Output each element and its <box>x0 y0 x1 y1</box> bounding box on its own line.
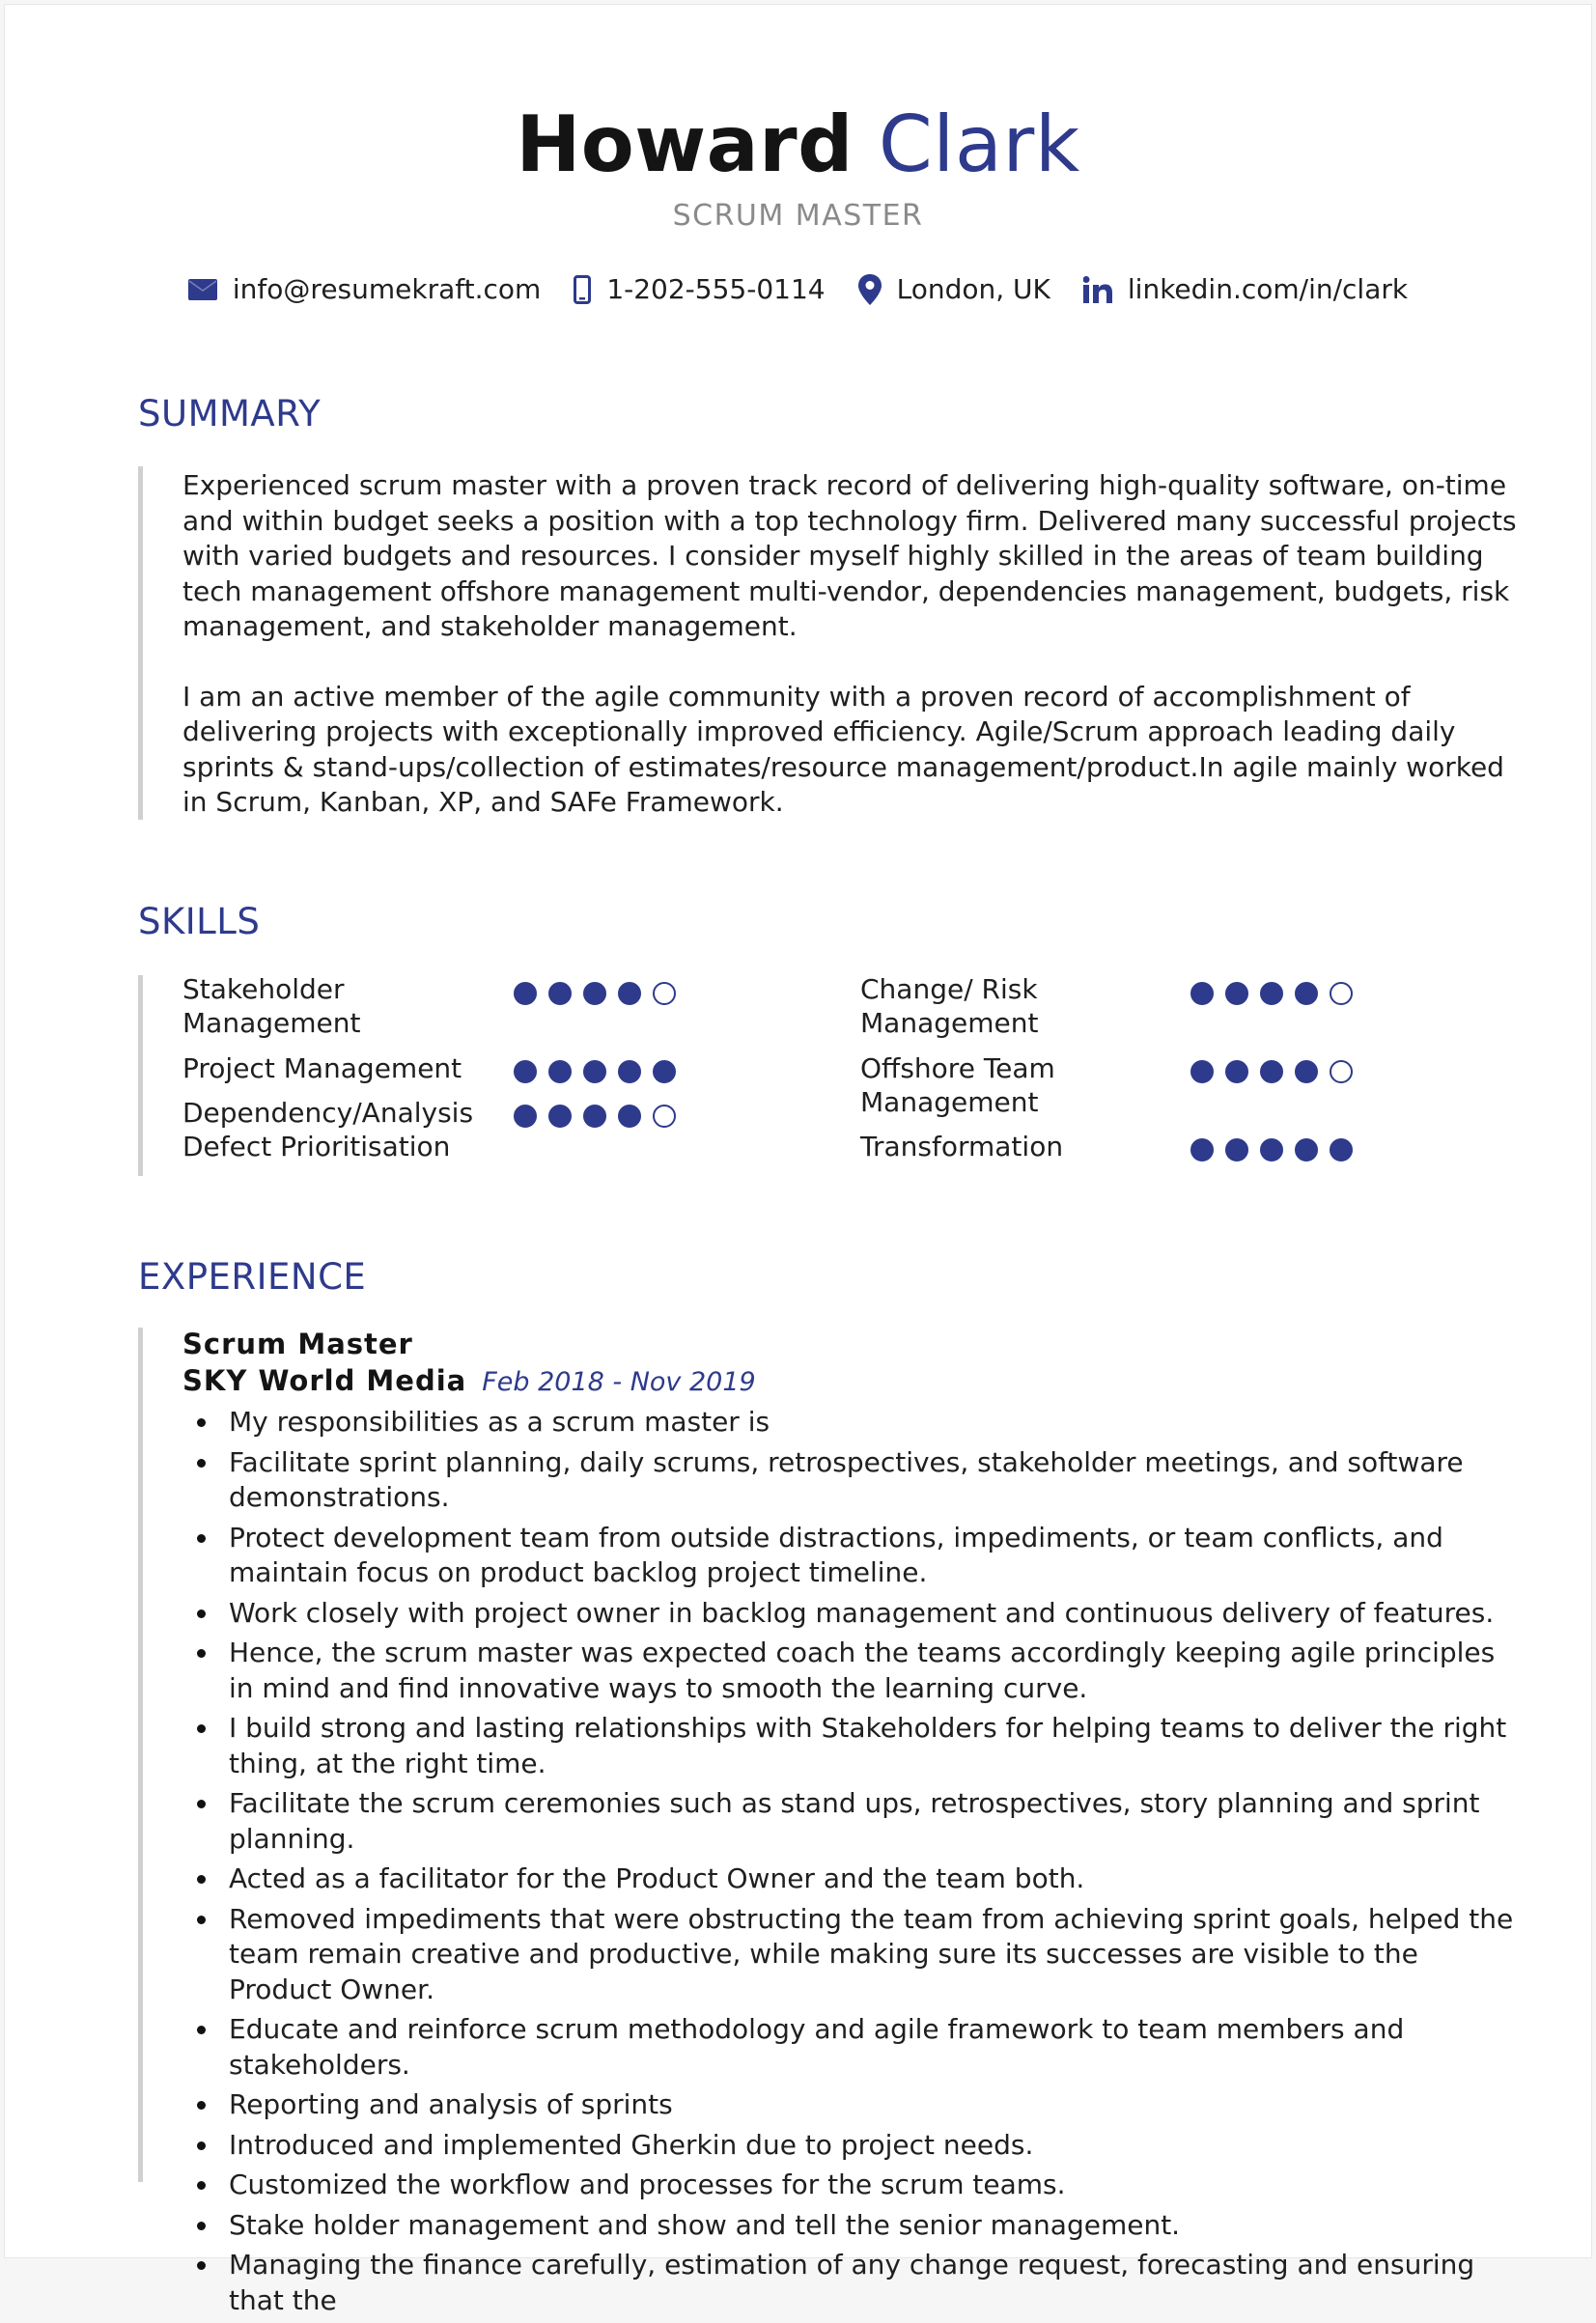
responsibility-list <box>182 1405 1525 2318</box>
responsibility-item: I build strong and lasting relationships with Stakeholders for helping teams to deliver the right thing, at the right time. <box>182 1711 1525 1781</box>
responsibility-item: My responsibilities as a scrum master is <box>182 1405 1525 1441</box>
responsibility-item: Customized the workflow and processes for the scrum teams. <box>182 2168 1525 2203</box>
skill-name: Stakeholder Management <box>182 973 361 1039</box>
rating-dot-filled <box>514 1105 537 1128</box>
responsibility-item: Reporting and analysis of sprints <box>182 2087 1525 2123</box>
rating-dot-filled <box>583 1105 606 1128</box>
contact-email[interactable] <box>188 273 541 305</box>
experience-heading: EXPERIENCE <box>138 1256 367 1298</box>
rating-dot-filled <box>1295 1138 1318 1162</box>
skill-name: Offshore Team Management <box>860 1052 1055 1118</box>
rating-dot-filled <box>618 1060 641 1083</box>
skill-rating <box>514 1060 676 1083</box>
candidate-name <box>5 97 1591 193</box>
responsibility-item: Protect development team from outside distractions, impediments, or team conflicts, and maintain focus on product backlog project timeline. <box>182 1521 1525 1591</box>
experience-rule <box>138 1328 143 2182</box>
rating-dot-filled <box>1260 1138 1283 1162</box>
rating-dot-filled <box>1190 1138 1214 1162</box>
job-dates: Feb 2018 - Nov 2019 <box>482 1367 756 1397</box>
skill-name: Transformation <box>860 1131 1064 1162</box>
summary-rule <box>138 466 143 820</box>
rating-dot-filled <box>583 982 606 1005</box>
company-name: SKY World Media <box>182 1364 467 1397</box>
rating-dot-filled <box>1330 1138 1353 1162</box>
map-pin-icon <box>858 274 882 305</box>
summary-paragraph: I am an active member of the agile community with a proven record of accomplishment of delivering projects with exceptionally improved efficiency. Agile/Scrum approach leading daily sprints & stand-ups/collection of estimates/resource management/product.In agile mainly worked in Scrum, Kanban, XP, and SAFe Framework. <box>182 680 1504 818</box>
rating-dot-filled <box>583 1060 606 1083</box>
summary-paragraph: Experienced scrum master with a proven track record of delivering high-quality software, on-time and within budget seeks a position with a top technology firm. Delivered many successful projects with varied budgets and resources. I consider myself highly skilled in the areas of team building tech management offshore management multi-vendor, dependencies management, budgets, risk management, and stakeholder management. <box>182 469 1517 642</box>
rating-dot-filled <box>1295 1060 1318 1083</box>
rating-dot-filled <box>548 1105 572 1128</box>
skill-name: Project Management <box>182 1052 462 1084</box>
rating-dot-filled <box>1295 982 1318 1005</box>
rating-dot-filled <box>548 1060 572 1083</box>
contact-phone[interactable] <box>574 273 825 305</box>
job-position: Scrum Master <box>182 1328 413 1360</box>
skill-rating <box>514 982 676 1005</box>
skill-rating <box>514 1105 676 1128</box>
rating-dot-filled <box>1225 1060 1248 1083</box>
rating-dot-filled <box>1260 1060 1283 1083</box>
first-name: Howard <box>516 99 854 189</box>
rating-dot-filled <box>514 982 537 1005</box>
responsibility-item: Introduced and implemented Gherkin due to project needs. <box>182 2128 1525 2164</box>
contact-bar <box>5 273 1591 305</box>
responsibility-item: Hence, the scrum master was expected coach the teams accordingly keeping agile principles in mind and find innovative ways to smooth the learning curve. <box>182 1636 1525 1706</box>
mobile-phone-icon <box>574 275 591 304</box>
rating-dot-filled <box>548 982 572 1005</box>
rating-dot-filled <box>1260 982 1283 1005</box>
linkedin-text: linkedin.com/in/clark <box>1127 273 1409 305</box>
rating-dot-filled <box>1225 1138 1248 1162</box>
skill-name: Change/ Risk Management <box>860 973 1039 1039</box>
skill-rating <box>1190 1138 1353 1162</box>
responsibility-item: Stake holder management and show and tell the senior management. <box>182 2208 1525 2244</box>
responsibility-item: Facilitate the scrum ceremonies such as stand ups, retrospectives, story planning and sprint planning. <box>182 1786 1525 1857</box>
responsibility-item: Work closely with project owner in backlog management and continuous delivery of features. <box>182 1596 1525 1632</box>
last-name: Clark <box>878 99 1080 189</box>
skills-rule <box>138 975 143 1176</box>
rating-dot-filled <box>1225 982 1248 1005</box>
responsibility-item: Acted as a facilitator for the Product Owner and the team both. <box>182 1861 1525 1897</box>
summary-heading: SUMMARY <box>138 393 322 434</box>
rating-dot-filled <box>1190 1060 1214 1083</box>
responsibility-item: Removed impediments that were obstructing the team from achieving sprint goals, helped the team remain creative and productive, while making sure its successes are visible to the Product Owner. <box>182 1902 1525 2008</box>
responsibility-item: Educate and reinforce scrum methodology and agile framework to team members and stakeholders. <box>182 2012 1525 2083</box>
skill-rating <box>1190 982 1353 1005</box>
rating-dot-filled <box>653 1060 676 1083</box>
linkedin-icon <box>1083 276 1112 303</box>
resume-page <box>4 4 1592 2316</box>
job-company-line <box>182 1362 1525 1401</box>
summary-body <box>182 468 1525 855</box>
skills-heading: SKILLS <box>138 901 261 942</box>
rating-dot-empty <box>1330 982 1353 1005</box>
email-text: info@resumekraft.com <box>232 273 542 305</box>
contact-location <box>858 273 1050 305</box>
resume-header <box>5 97 1591 233</box>
contact-linkedin[interactable] <box>1083 273 1408 305</box>
skill-rating <box>1190 1060 1353 1083</box>
phone-text: 1-202-555-0114 <box>606 273 826 305</box>
rating-dot-filled <box>514 1060 537 1083</box>
rating-dot-empty <box>653 982 676 1005</box>
envelope-icon <box>188 279 217 300</box>
rating-dot-empty <box>1330 1060 1353 1083</box>
rating-dot-filled <box>618 1105 641 1128</box>
job-entry <box>182 1326 1525 2323</box>
responsibility-item: Facilitate sprint planning, daily scrums, retrospectives, stakeholder meetings, and software demonstrations. <box>182 1445 1525 1516</box>
responsibility-item: Managing the finance carefully, estimation of any change request, forecasting and ensuring that the <box>182 2248 1525 2318</box>
rating-dot-filled <box>1190 982 1214 1005</box>
location-text: London, UK <box>896 273 1050 305</box>
job-title-heading: SCRUM MASTER <box>672 199 924 233</box>
rating-dot-empty <box>653 1105 676 1128</box>
rating-dot-filled <box>618 982 641 1005</box>
skill-name: Dependency/Analysis Defect Prioritisation <box>182 1097 474 1162</box>
